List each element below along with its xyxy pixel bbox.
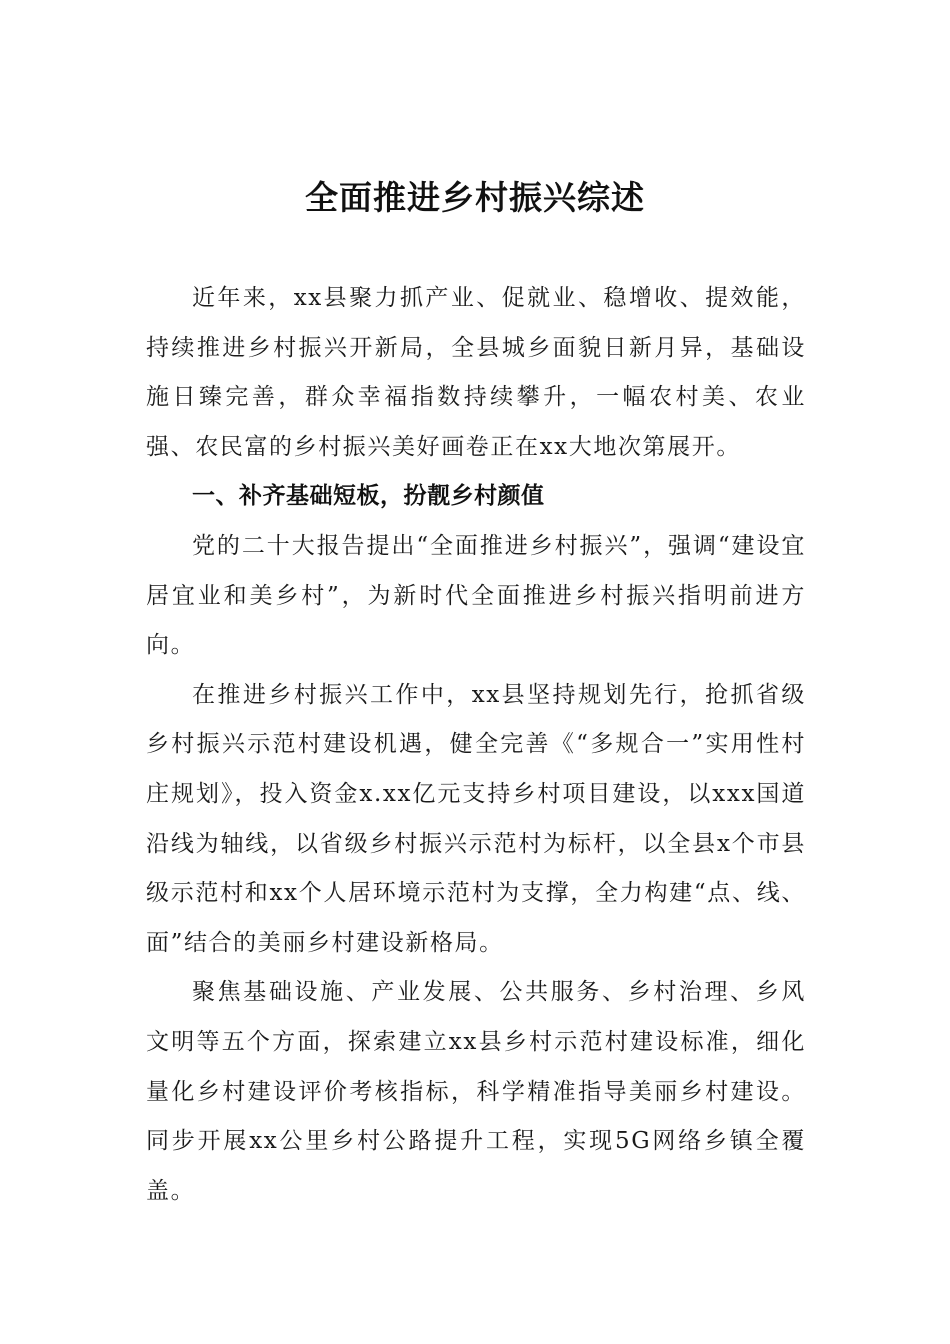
paragraph-report: 党的二十大报告提出“全面推进乡村振兴”，强调“建设宜居宜业和美乡村”，为新时代全面推进乡村振兴指明前进方向。 [146,532,806,659]
paragraph-intro: 近年来，xx县聚力抓产业、促就业、稳增收、提效能，持续推进乡村振兴开新局，全县城乡面貌日新月异，基础设施日臻完善，群众幸福指数持续攀升，一幅农村美、农业强、农民富的乡村振兴美好画卷正在xx大地次第展开。 [146,285,806,460]
document-body [146,274,806,1216]
section-heading-1: 一、补齐基础短板，扮靓乡村颜值 [192,483,545,510]
paragraph-standards: 聚焦基础设施、产业发展、公共服务、乡村治理、乡风文明等五个方面，探索建立xx县乡村示范村建设标准，细化量化乡村建设评价考核指标，科学精准指导美丽乡村建设。同步开展xx公里乡村公路提升工程，实现5G网络乡镇全覆盖。 [146,979,806,1204]
paragraph-planning: 在推进乡村振兴工作中，xx县坚持规划先行，抢抓省级乡村振兴示范村建设机遇，健全完善《“多规合一”实用性村庄规划》，投入资金x.xx亿元支持乡村项目建设，以xxx国道沿线为轴线，以省级乡村振兴示范村为标杆，以全县x个市县级示范村和xx个人居环境示范村为支撑，全力构建“点、线、面”结合的美丽乡村建设新格局。 [146,681,806,956]
document-title: 全面推进乡村振兴综述 [305,178,645,217]
